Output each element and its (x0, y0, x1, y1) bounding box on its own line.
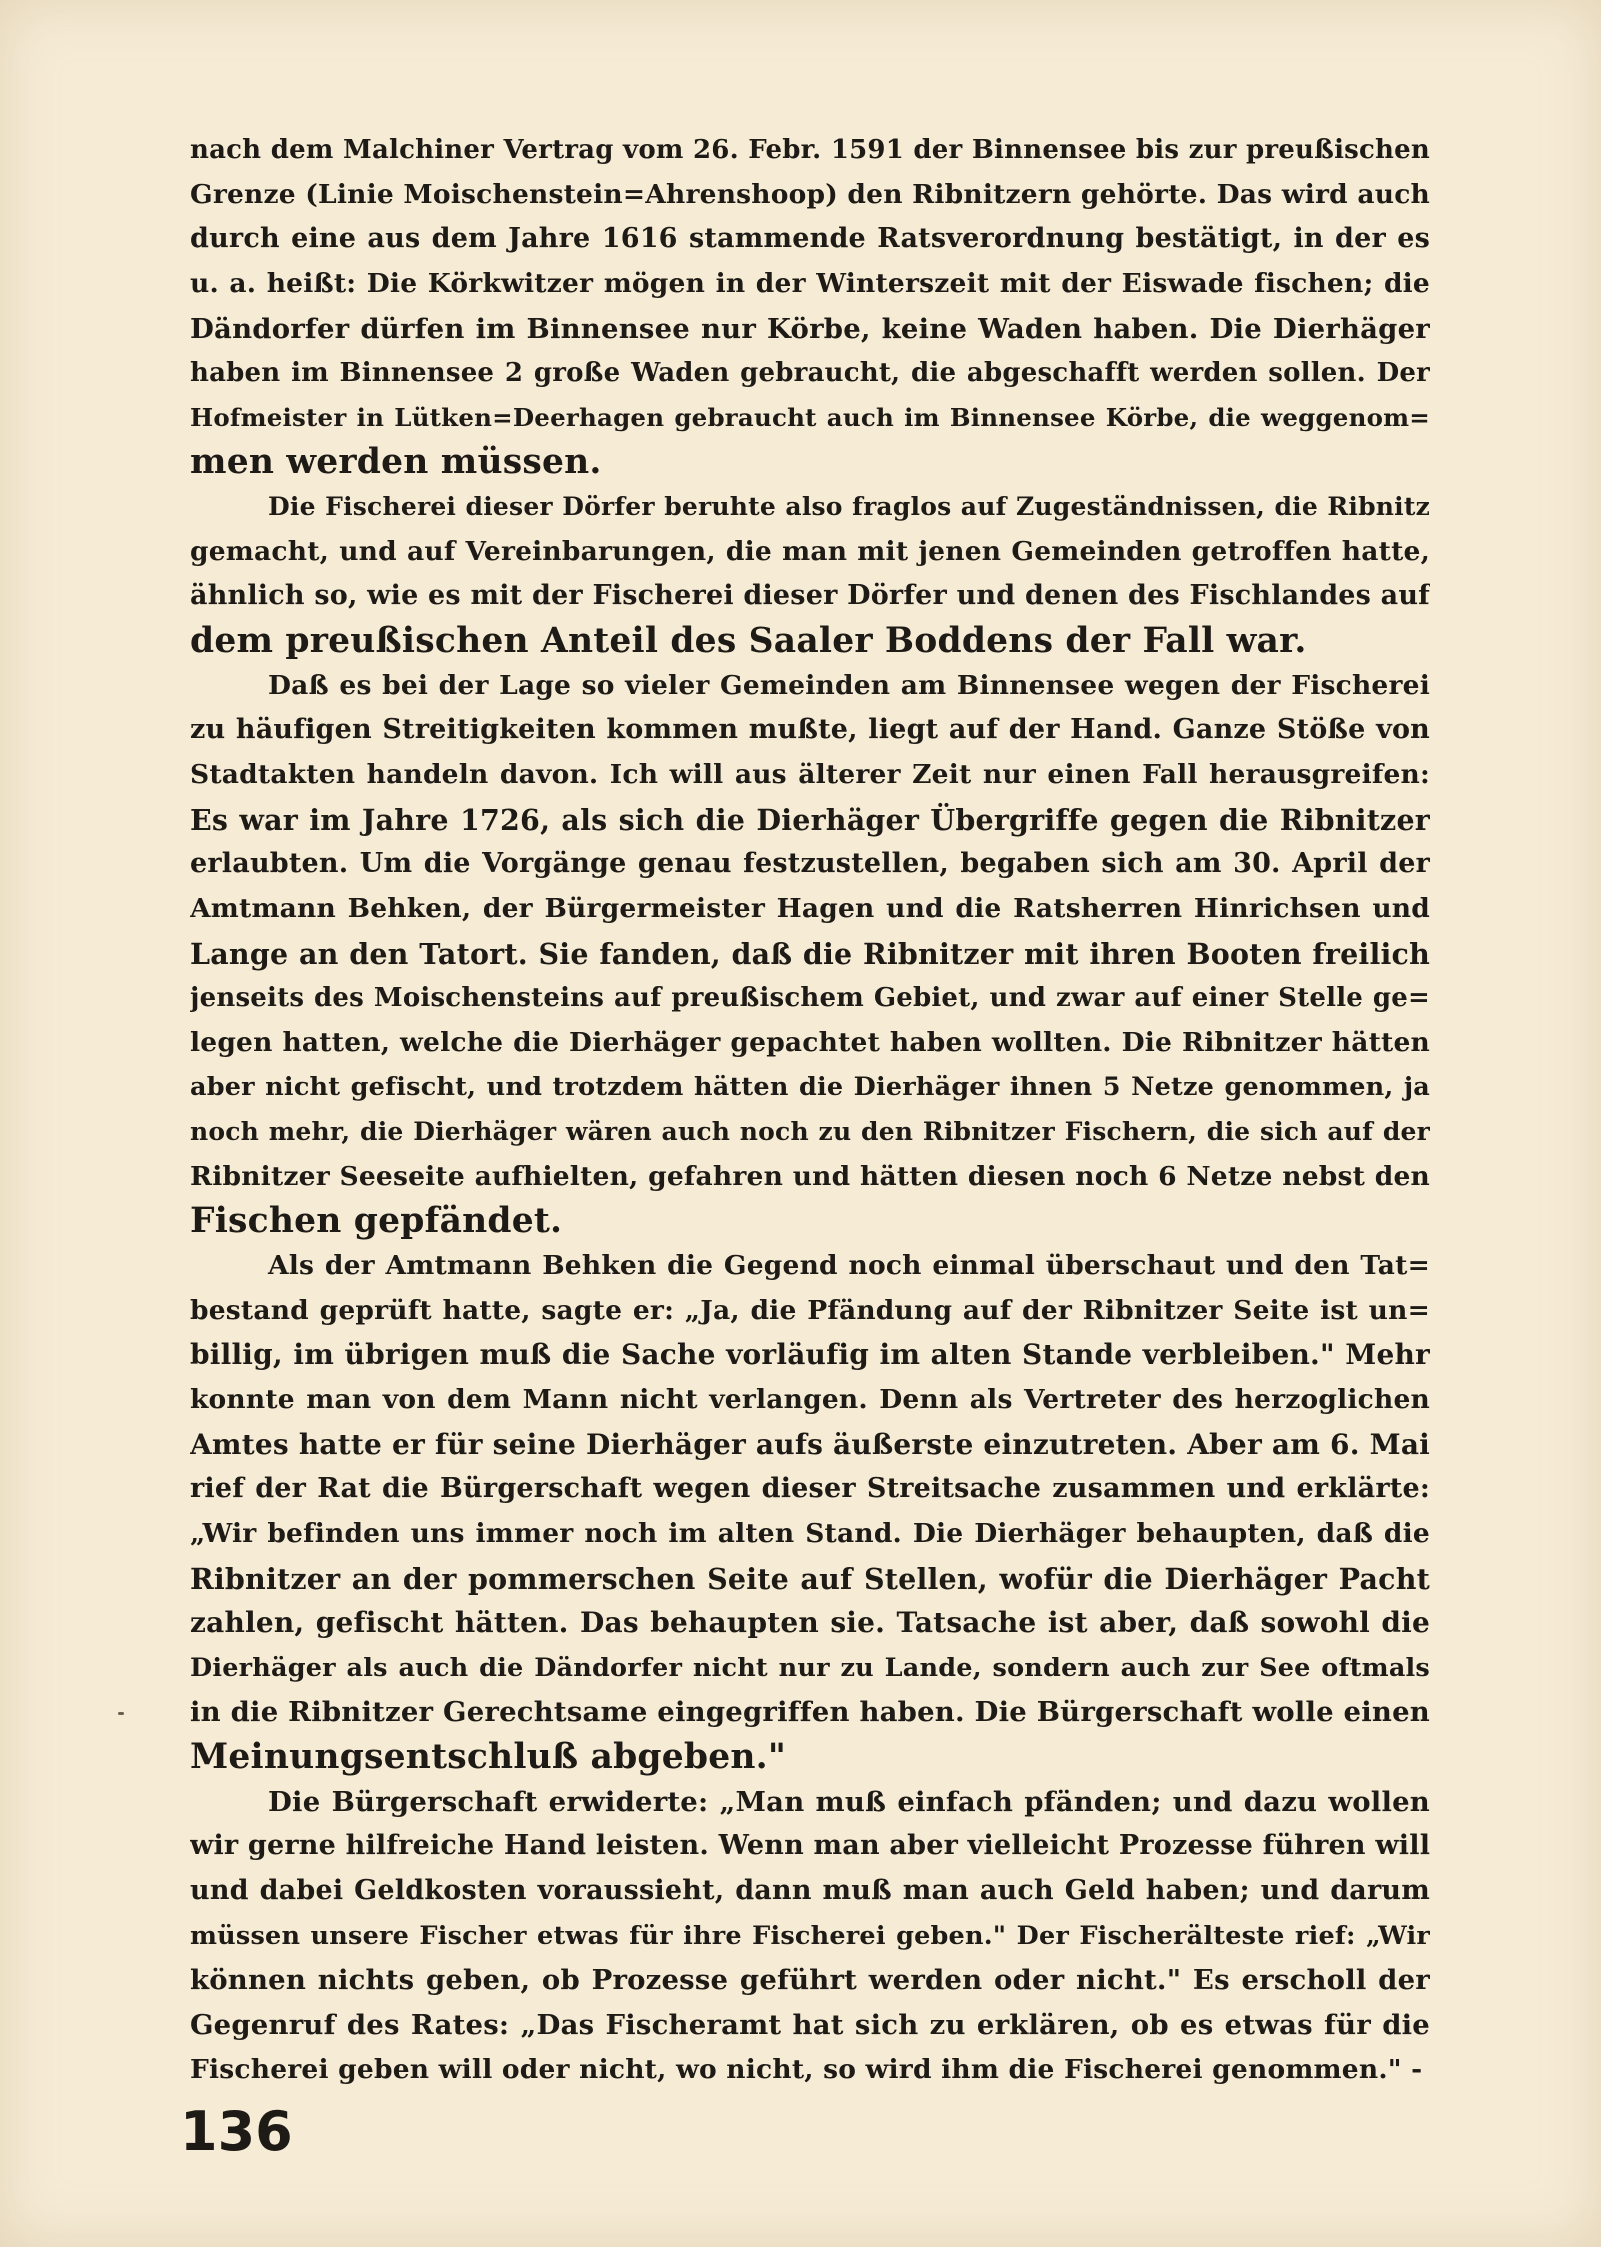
text-line: dem preußischen Anteil des Saaler Boddens der Fall war. (190, 621, 1307, 662)
text-line: müssen unsere Fischer etwas für ihre Fischerei geben." Der Fischerälteste rief: „Wir (190, 1920, 1430, 1951)
text-line: Fischerei geben will oder nicht, wo nicht, so wird ihm die Fischerei genommen." - (190, 2053, 1423, 2085)
text-line: Meinungsentschluß abgeben." (190, 1737, 787, 1778)
paragraph (190, 664, 1430, 1244)
text-line: zahlen, gefischt hätten. Das behaupten sie. Tatsache ist aber, daß sowohl die (190, 1606, 1430, 1640)
text-line: können nichts geben, ob Prozesse geführt werden oder nicht." Es erscholl der (190, 1964, 1430, 1997)
page-number: 136 (180, 2100, 293, 2163)
text-line: Fischen gepfändet. (190, 1201, 563, 1242)
text-line: Gegenruf des Rates: „Das Fischeramt hat sich zu erklären, ob es etwas für die (190, 2008, 1430, 2041)
text-line: Ribnitzer Seeseite aufhielten, gefahren und hätten diesen noch 6 Netze nebst den (190, 1160, 1430, 1192)
text-line: noch mehr, die Dierhäger wären auch noch zu den Ribnitzer Fischern, die sich auf der (190, 1117, 1430, 1147)
text-line: Als der Amtmann Behken die Gegend noch einmal überschaut und den Tat= (268, 1250, 1430, 1282)
text-line: in die Ribnitzer Gerechtsame eingegriffen haben. Die Bürgerschaft wolle einen (190, 1696, 1430, 1729)
text-line: legen hatten, welche die Dierhäger gepachtet haben wollten. Die Ribnitzer hätten (190, 1026, 1430, 1058)
text-line: durch eine aus dem Jahre 1616 stammende Ratsverordnung bestätigt, in der es (190, 223, 1430, 255)
text-line: u. a. heißt: Die Körkwitzer mögen in der Winterszeit mit der Eiswade fischen; die (190, 267, 1430, 299)
text-line: Daß es bei der Lage so vieler Gemeinden am Binnensee wegen der Fischerei (268, 669, 1430, 701)
text-line: Hofmeister in Lütken=Deerhagen gebraucht auch im Binnensee Körbe, die weggenom= (190, 402, 1430, 432)
text-line: Die Fischerei dieser Dörfer beruhte also fraglos auf Zugeständnissen, die Ribnitz (268, 492, 1430, 522)
text-line: gemacht, und auf Vereinbarungen, die man mit jenen Gemeinden getroffen hatte, (190, 535, 1430, 567)
text-line: nach dem Malchiner Vertrag vom 26. Febr. 1591 der Binnensee bis zur preußischen (190, 135, 1430, 165)
text-line: rief der Rat die Bürgerschaft wegen dieser Streitsache zusammen und erklärte: (190, 1473, 1430, 1505)
text-line: haben im Binnensee 2 große Waden gebraucht, die abgeschafft werden sollen. Der (190, 358, 1430, 389)
text-line: billig, im übrigen muß die Sache vorläufig im alten Stande verbleiben." Mehr (190, 1338, 1430, 1372)
text-line: Dändorfer dürfen im Binnensee nur Körbe, keine Waden haben. Die Dierhäger (190, 312, 1430, 345)
paragraph (190, 128, 1430, 485)
text-line: bestand geprüft hatte, sagte er: „Ja, die Pfändung auf der Ribnitzer Seite ist un= (190, 1294, 1430, 1326)
text-line: zu häufigen Streitigkeiten kommen mußte, liegt auf der Hand. Ganze Stöße von (190, 714, 1430, 746)
text-line: Lange an den Tatort. Sie fanden, daß die Ribnitzer mit ihren Booten freilich (190, 936, 1430, 971)
text-line: Grenze (Linie Moischenstein=Ahrenshoop) den Ribnitzern gehörte. Das wird auch (190, 178, 1430, 210)
text-line: „Wir befinden uns immer noch im alten Stand. Die Dierhäger behaupten, daß die (190, 1517, 1430, 1549)
text-line: aber nicht gefischt, und trotzdem hätten die Dierhäger ihnen 5 Netze genommen, ja (190, 1072, 1430, 1103)
body-text (190, 128, 1430, 2092)
paragraph (190, 1780, 1430, 2092)
text-line: jenseits des Moischensteins auf preußischem Gebiet, und zwar auf einer Stelle ge= (190, 983, 1430, 1014)
text-line: Stadtakten handeln davon. Ich will aus älterer Zeit nur einen Fall herausgreifen: (190, 758, 1430, 790)
text-line: konnte man von dem Mann nicht verlangen. Denn als Vertreter des herzoglichen (190, 1383, 1430, 1415)
paragraph (190, 485, 1430, 664)
text-line: Die Bürgerschaft erwiderte: „Man muß einfach pfänden; und dazu wollen (268, 1785, 1430, 1818)
text-line: wir gerne hilfreiche Hand leisten. Wenn man aber vielleicht Prozesse führen will (190, 1830, 1430, 1862)
text-line: erlaubten. Um die Vorgänge genau festzustellen, begaben sich am 30. April der (190, 848, 1430, 880)
text-line: Amtes hatte er für seine Dierhäger aufs äußerste einzutreten. Aber am 6. Mai (190, 1427, 1430, 1461)
text-line: Ribnitzer an der pommerschen Seite auf Stellen, wofür die Dierhäger Pacht (190, 1561, 1430, 1596)
text-line: Amtmann Behken, der Bürgermeister Hagen und die Ratsherren Hinrichsen und (190, 892, 1430, 924)
paragraph (190, 1244, 1430, 1780)
text-line: men werden müssen. (190, 442, 602, 483)
paper-speck (118, 1712, 124, 1715)
text-line: ähnlich so, wie es mit der Fischerei dieser Dörfer und denen des Fischlandes auf (190, 580, 1430, 612)
text-line: und dabei Geldkosten voraussieht, dann muß man auch Geld haben; und darum (190, 1874, 1430, 1906)
text-line: Es war im Jahre 1726, als sich die Dierhäger Übergriffe gegen die Ribnitzer (190, 802, 1430, 837)
text-line: Dierhäger als auch die Dändorfer nicht nur zu Lande, sondern auch zur See oftmals (190, 1652, 1430, 1683)
